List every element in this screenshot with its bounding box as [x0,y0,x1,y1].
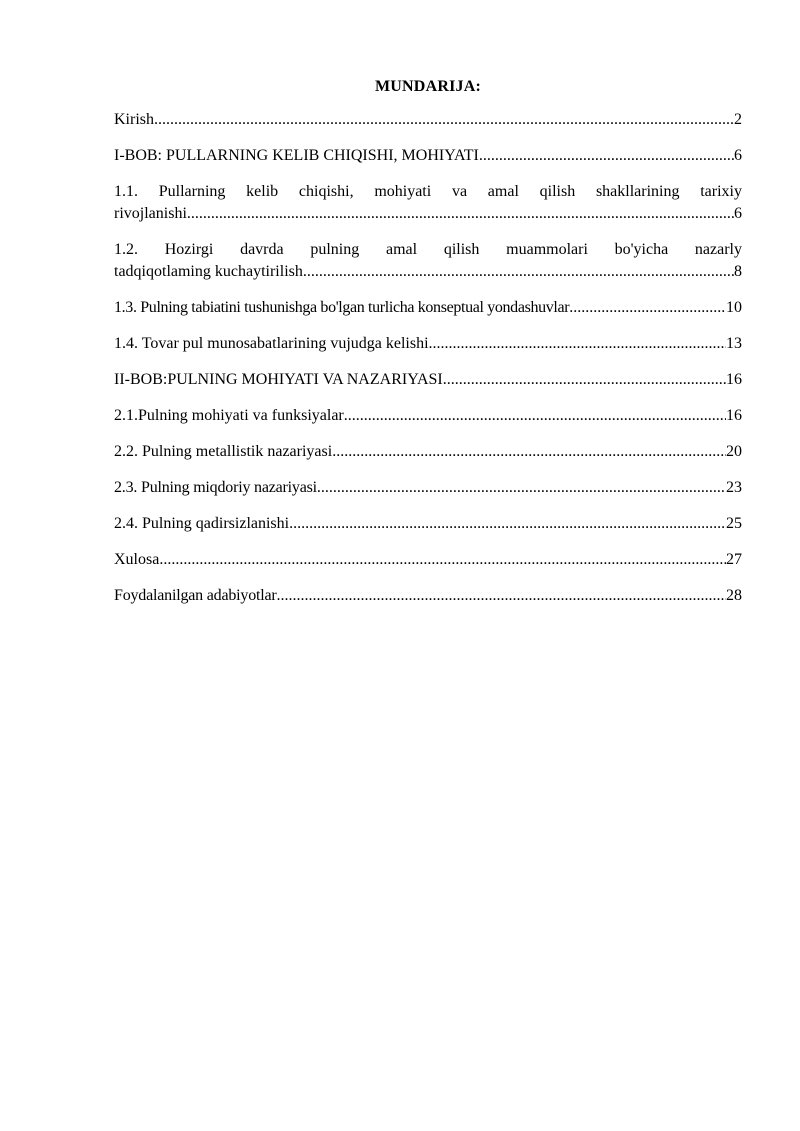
toc-page-number: 27 [726,551,742,568]
toc-leader-dots [479,145,734,167]
toc-entry-label: I-BOB: PULLARNING KELIB CHIQISHI, MOHIYATI [114,147,479,164]
toc-entry-2-4[interactable] [114,513,742,535]
toc-entry-label: II-BOB:PULNING MOHIYATI VA NAZARIYASI [114,371,443,388]
toc-leader-dots [187,203,734,225]
toc-entry-2-3[interactable] [114,477,742,499]
toc-page-number: 10 [726,299,742,316]
toc-entry-label: Kirish [114,111,154,128]
toc-entry-label: 2.2. Pulning metallistik nazariyasi [114,443,333,460]
toc-entry-label-line1: 1.1. Pullarning kelib chiqishi, mohiyati va amal qilish shakllarining tarixiy [114,183,742,200]
toc-entry-label-line1: 1.2. Hozirgi davrda pulning amal qilish muammolari bo'yicha nazarly [114,241,742,258]
toc-page-number: 6 [734,205,742,222]
toc-leader-dots [317,477,726,499]
toc-leader-dots [303,261,734,283]
toc-entry-1-2[interactable] [114,239,742,283]
toc-entry-references[interactable] [114,585,742,607]
toc-entry-label: 2.3. Pulning miqdoriy nazariyasi [114,479,317,496]
toc-leader-dots [443,369,726,391]
toc-page-number: 25 [726,515,742,532]
table-of-contents [114,109,742,621]
toc-entry-chapter-1[interactable] [114,145,742,167]
toc-entry-chapter-2[interactable] [114,369,742,391]
toc-page-number: 28 [726,587,742,604]
toc-entry-1-4[interactable] [114,333,742,355]
toc-entry-xulosa[interactable] [114,549,742,571]
toc-page-number: 23 [726,479,742,496]
toc-entry-label: Xulosa [114,551,160,568]
toc-entry-2-1[interactable] [114,405,742,427]
toc-entry-1-3[interactable] [114,297,742,319]
toc-entry-label: 2.4. Pulning qadirsizlanishi [114,515,290,532]
toc-page-number: 2 [734,111,742,128]
toc-entry-label-line2: tadqiqotlaming kuchaytirilish [114,263,303,280]
toc-entry-label: 1.3. Pulning tabiatini tushunishga bo'lgan turlicha konseptual yondashuvlar [114,299,570,316]
toc-page-number: 8 [734,263,742,280]
toc-page-number: 16 [726,407,742,424]
toc-leader-dots [429,333,726,355]
toc-leader-dots [344,405,726,427]
toc-entry-label-line2: rivojlanishi [114,205,187,222]
toc-entry-label: 2.1.Pulning mohiyati va funksiyalar [114,407,344,424]
toc-entry-line2 [114,203,742,225]
toc-leader-dots [154,109,734,131]
toc-page-number: 6 [734,147,742,164]
toc-page-number: 16 [726,371,742,388]
toc-leader-dots [332,441,726,463]
toc-entry-label: 1.4. Tovar pul munosabatlarining vujudga kelishi [114,335,429,352]
toc-page-number: 20 [726,443,742,460]
toc-entry-1-1[interactable] [114,181,742,225]
toc-entry-2-2[interactable] [114,441,742,463]
toc-leader-dots [569,297,726,319]
toc-leader-dots [277,585,726,607]
toc-page-number: 13 [726,335,742,352]
toc-entry-line2 [114,261,742,283]
toc-leader-dots [159,549,726,571]
toc-entry-label: Foydalanilgan adabiyotlar [114,587,277,604]
toc-entry-kirish[interactable] [114,109,742,131]
page-title: MUNDARIJA: [375,78,481,95]
toc-leader-dots [289,513,726,535]
